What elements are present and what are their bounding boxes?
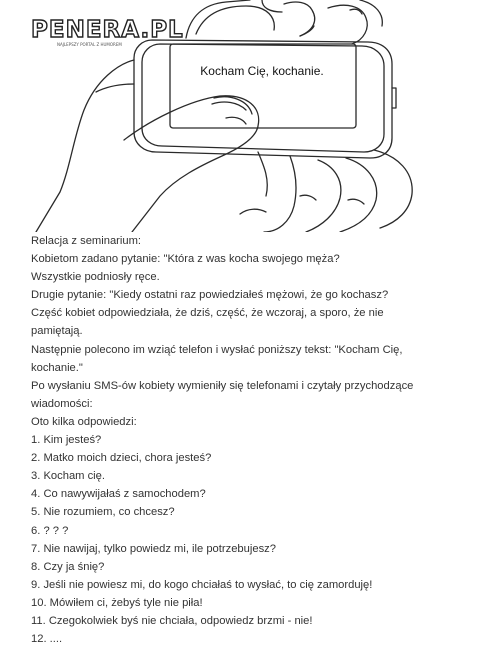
response-item: 1. Kim jesteś?	[31, 434, 102, 447]
logo-brand-text: PENERA.PL	[31, 17, 184, 43]
response-item: 11. Czegokolwiek byś nie chciała, odpowiedz brzmi - nie!	[31, 614, 313, 627]
article-line: pamiętają.	[31, 325, 83, 338]
article-line: wiadomości:	[31, 397, 93, 410]
article-line: Część kobiet odpowiedziała, że dziś, część, że wczoraj, a sporo, że nie	[31, 307, 384, 320]
article-line: Następnie polecono im wziąć telefon i wysłać poniższy tekst: "Kocham Cię,	[31, 343, 403, 356]
penera-logo	[31, 17, 184, 47]
response-item: 4. Co nawywijałaś z samochodem?	[31, 488, 206, 501]
article-text	[31, 232, 451, 648]
hand-phone-illustration	[0, 0, 480, 232]
response-item: 3. Kocham cię.	[31, 470, 105, 483]
article-line: Oto kilka odpowiedzi:	[31, 415, 137, 428]
response-item: 10. Mówiłem ci, żebyś tyle nie piła!	[31, 596, 203, 609]
response-item: 2. Matko moich dzieci, chora jesteś?	[31, 452, 212, 465]
response-item: 7. Nie nawijaj, tylko powiedz mi, ile potrzebujesz?	[31, 542, 276, 555]
response-item: 8. Czy ja śnię?	[31, 560, 105, 573]
article-line: Wszystkie podniosły ręce.	[31, 271, 160, 284]
response-item: 5. Nie rozumiem, co chcesz?	[31, 506, 175, 519]
logo-tagline: NAJLEPSZY PORTAL Z HUMOREM	[57, 42, 122, 47]
article-line: Po wysłaniu SMS-ów kobiety wymieniły się telefonami i czytały przychodzące	[31, 379, 414, 392]
response-item: 9. Jeśli nie powiesz mi, do kogo chciałaś to wysłać, to cię zamorduję!	[31, 578, 373, 591]
phone-screen-message: Kocham Cię, kochanie.	[200, 64, 324, 78]
response-item: 6. ? ? ?	[31, 524, 69, 537]
article-line: kochanie."	[31, 361, 83, 374]
article-line: Relacja z seminarium:	[31, 235, 142, 247]
article-line: Drugie pytanie: "Kiedy ostatni raz powiedziałeś mężowi, że go kochasz?	[31, 289, 389, 302]
responses-list	[31, 431, 451, 648]
response-item: 12. ....	[31, 633, 63, 646]
article-line: Kobietom zadano pytanie: "Która z was kocha swojego męża?	[31, 253, 340, 266]
